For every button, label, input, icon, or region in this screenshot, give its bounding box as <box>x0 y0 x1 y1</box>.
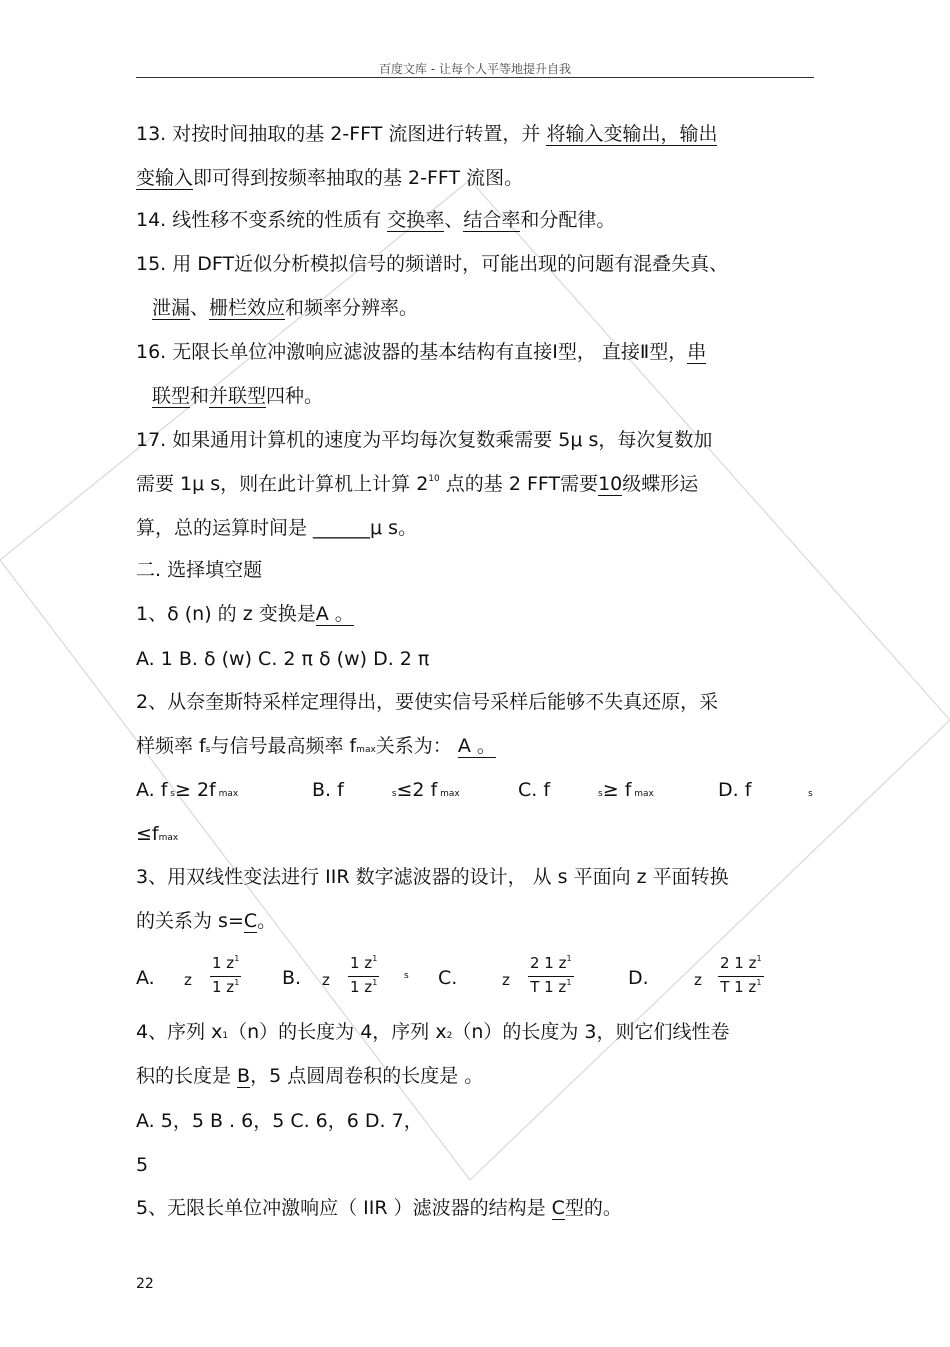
c1-question: 1、δ (n) 的 z 变换是A 。 <box>136 603 354 625</box>
q17-answer-1: 10 <box>598 473 623 495</box>
q15-answer-1: 泄漏 <box>152 297 191 319</box>
c4-options: A. 5，5 B . 6，5 C. 6，6 D. 7， <box>136 1110 423 1132</box>
q14: 14. 线性移不变系统的性质有 交换率、结合率和分配律。 <box>136 209 616 231</box>
c1-answer: A 。 <box>315 603 354 625</box>
q15-answer-2: 栅栏效应 <box>209 297 286 319</box>
c2-answer: A 。 <box>457 735 496 757</box>
section-title: 二. 选择填空题 <box>136 559 263 581</box>
page-number: 22 <box>136 1276 154 1292</box>
c5-question: 5、无限长单位冲激响应（ IIR ）滤波器的结构是 C型的。 <box>136 1197 622 1219</box>
c3-line1: 3、用双线性变法进行 IIR 数字滤波器的设计， 从 s 平面向 z 平面转换 <box>136 866 729 888</box>
q15-line1: 15. 用 DFT近似分析模拟信号的频谱时，可能出现的问题有混叠失真、 <box>136 253 729 275</box>
c4-line2: 积的长度是 B，5 点圆周卷积的长度是 。 <box>136 1065 484 1087</box>
q17-line1: 17. 如果通用计算机的速度为平均每次复数乘需要 5μ s，每次复数加 <box>136 429 713 451</box>
q15-line2: 泄漏、栅栏效应和频率分辨率。 <box>152 297 419 319</box>
q17-line3: 算，总的运算时间是 ______μ s。 <box>136 517 418 539</box>
q17-line2: 需要 1μ s，则在此计算机上计算 $2^{10}$ 点的基 2 FFT需要10级蝶形运 <box>136 473 699 495</box>
c2-line2: 样频率 fs与信号最高频率 fmax关系为： A 。 <box>136 735 496 757</box>
q13-line1: 13. 对按时间抽取的基 2-FFT 流图进行转置，并 将输入变输出，输出 <box>136 123 718 145</box>
c3-line2: 的关系为 s=C。 <box>136 910 277 932</box>
q13-answer-1: 将输入变输出，输出 <box>546 123 718 145</box>
q16-line1: 16. 无限长单位冲激响应滤波器的基本结构有直接Ⅰ型， 直接Ⅱ型，串 <box>136 341 707 363</box>
c2-line1: 2、从奈奎斯特采样定理得出，要使实信号采样后能够不失真还原，采 <box>136 691 719 713</box>
q16-answer-1: 串 <box>687 341 707 363</box>
c1-options: A. 1 B. δ (w) C. 2 π δ (w) D. 2 π <box>136 648 430 670</box>
q16-answer-2: 并联型 <box>209 385 267 407</box>
q16-line2: 联型和并联型四种。 <box>152 385 324 407</box>
c3-answer: C <box>243 910 258 932</box>
c4-options-cont: 5 <box>136 1154 149 1176</box>
c4-answer-1: B <box>237 1065 251 1087</box>
q16-answer-1b: 联型 <box>152 385 191 407</box>
q14-answer-2: 结合率 <box>463 209 521 231</box>
c2-options-cont: ≤fmax <box>136 823 179 845</box>
q13-line2: 变输入即可得到按频率抽取的基 2-FFT 流图。 <box>136 167 524 189</box>
c4-line1: 4、序列 x1（n）的长度为 4，序列 x2（n）的长度为 3，则它们线性卷 <box>136 1021 730 1043</box>
page-header: 百度文库 - 让每个人平等地提升自我 <box>379 62 571 76</box>
header-rule <box>136 77 814 78</box>
q14-answer-1: 交换率 <box>387 209 445 231</box>
c5-answer: C <box>551 1197 565 1219</box>
q13-answer-2: 变输入 <box>136 167 194 189</box>
c3-options: A. z $\frac{1 z^1}{1 z^1}$ B. z $\frac{1 z^1}{1 z^1}$ s C. z $\frac{2 1 z^1}{T 1 z^1}$ D. z $\frac{2 1 z^1}{T 1 z^1}$ <box>136 954 762 996</box>
